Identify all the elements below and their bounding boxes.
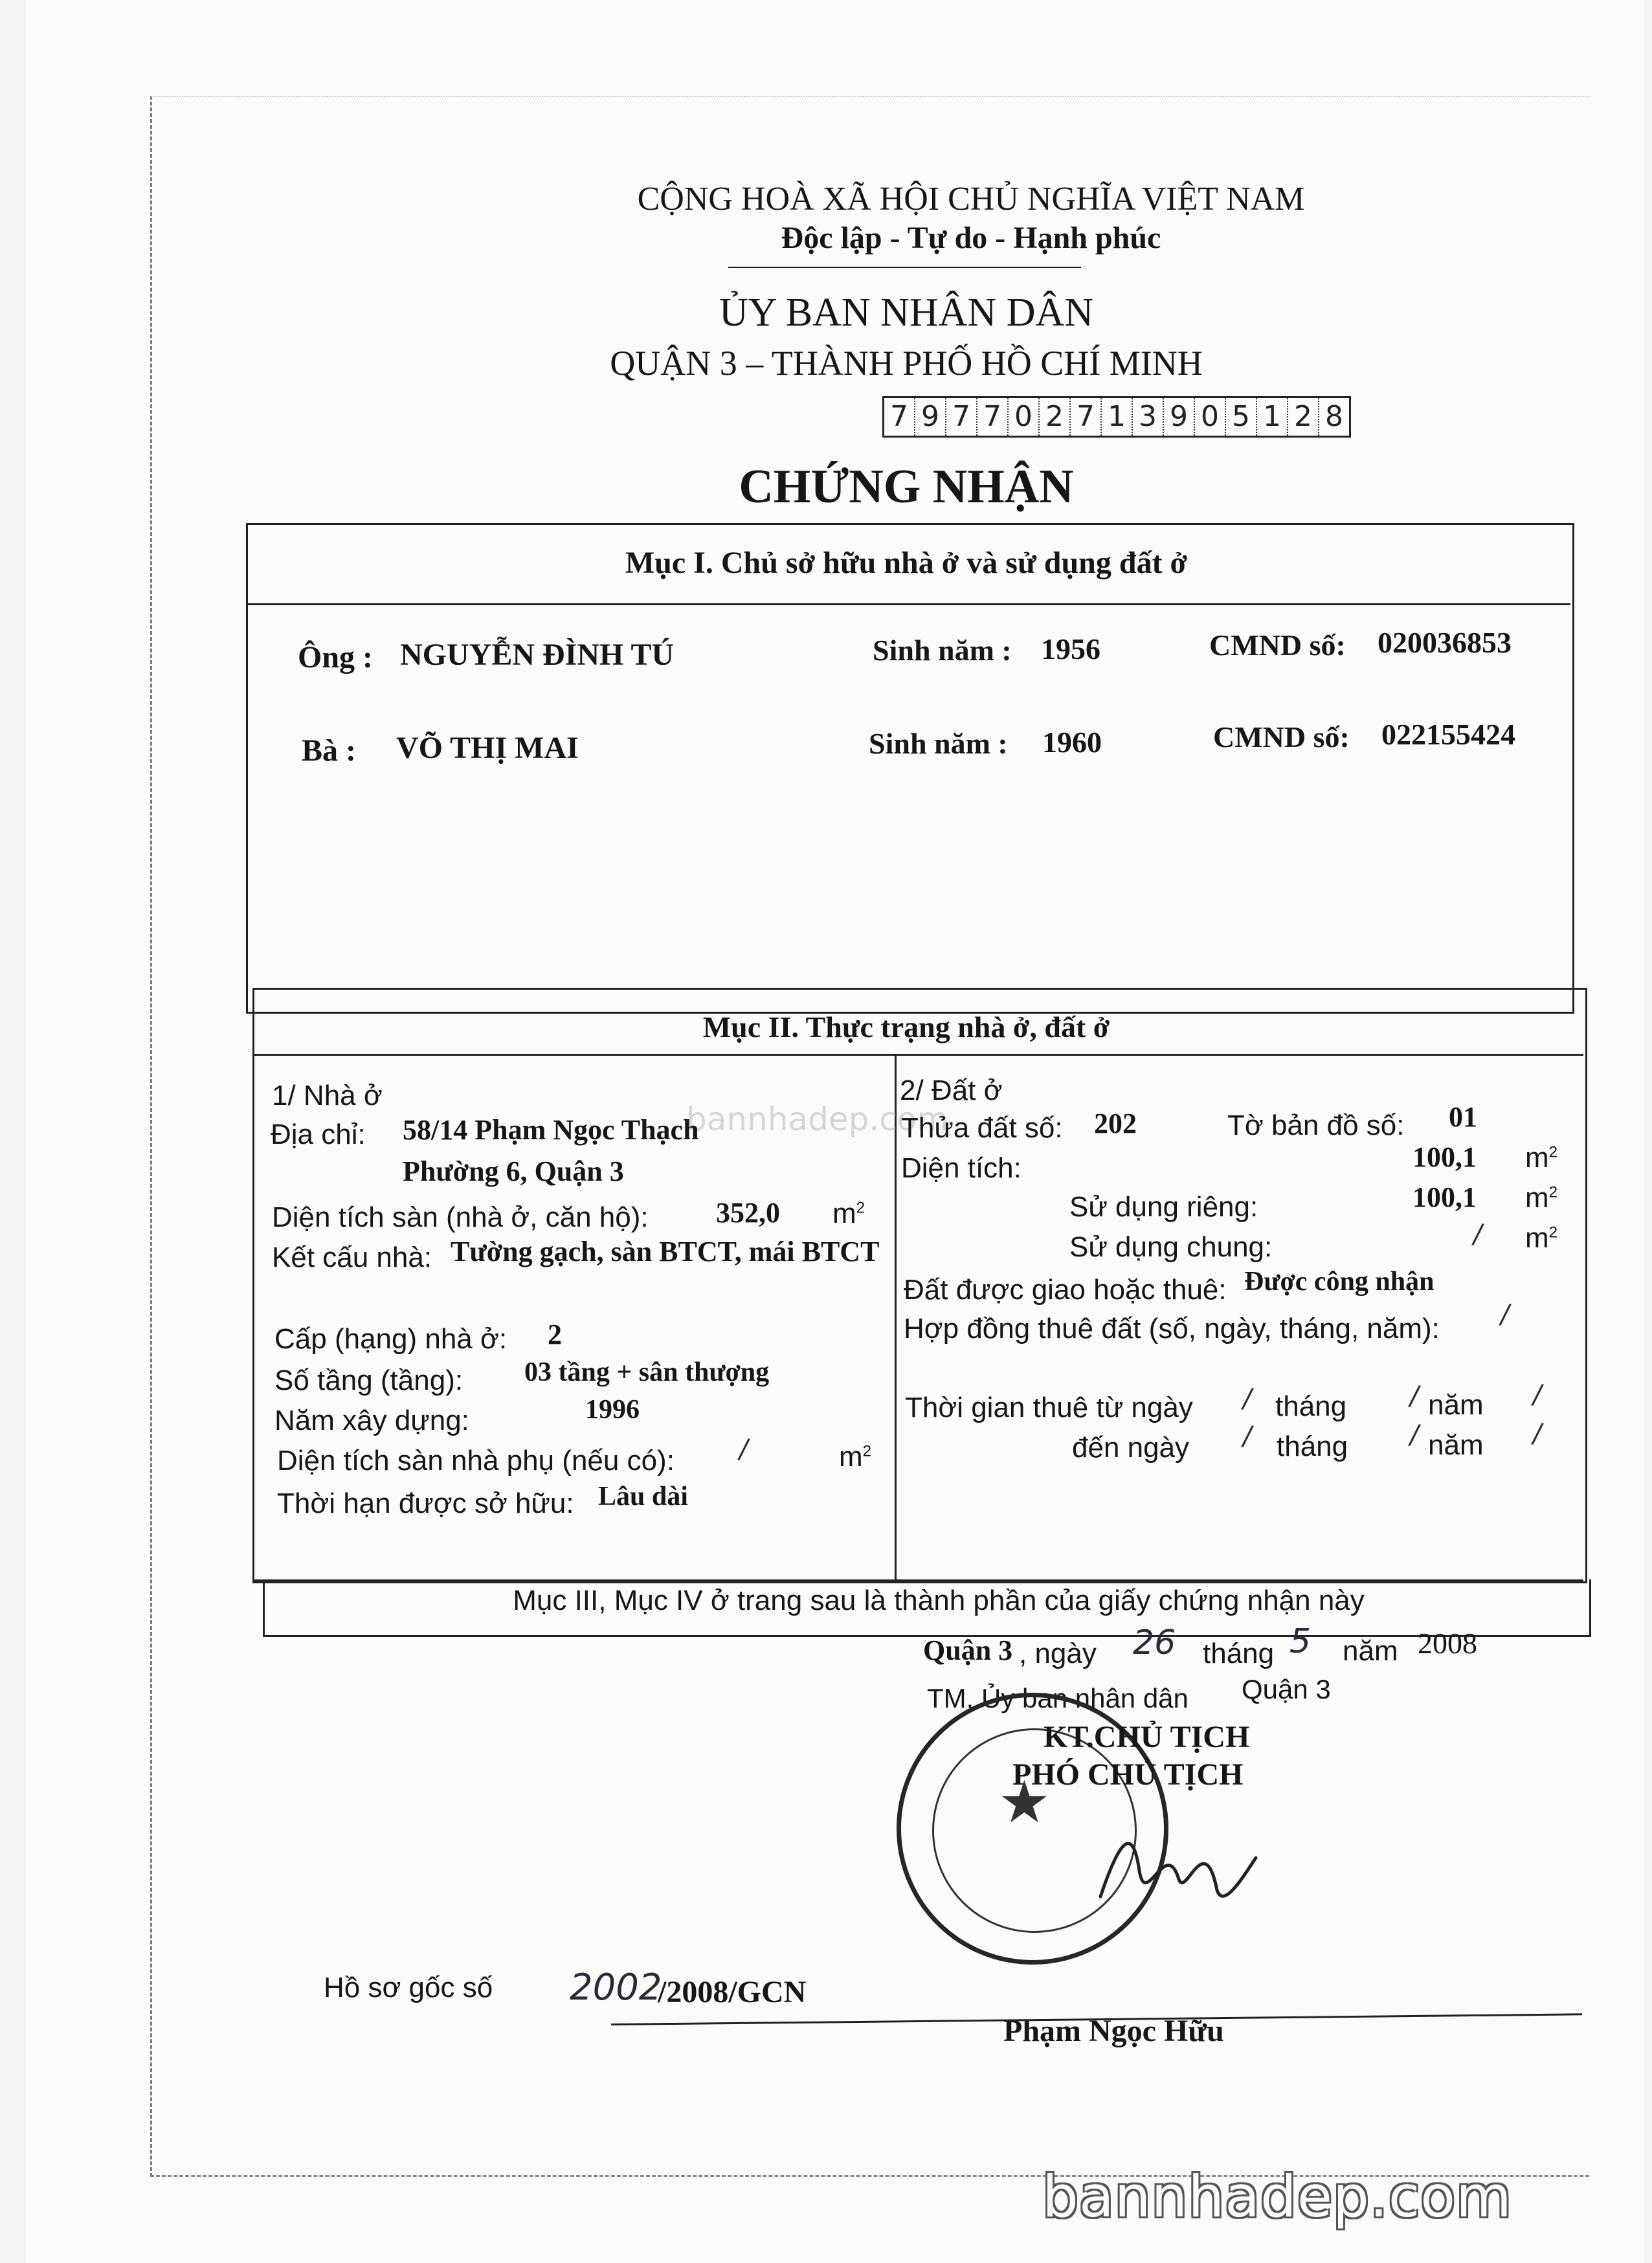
signature	[1094, 1800, 1262, 1929]
land-title: 2/ Đất ở	[900, 1075, 1003, 1106]
serial-number	[882, 396, 1351, 438]
serial-digit: 1	[1257, 398, 1288, 436]
lease-from-month-label: tháng	[1275, 1390, 1347, 1422]
grade-value: 2	[548, 1319, 562, 1350]
aux-area-unit: $m^2$	[839, 1441, 872, 1473]
house-address-label: Địa chỉ:	[271, 1119, 366, 1150]
floor-area-value: 352,0	[716, 1197, 780, 1229]
serial-digit: 8	[1325, 400, 1343, 433]
owner1-birth-year: 1956	[1041, 632, 1100, 665]
owner1-id-label: CMND số:	[1209, 629, 1346, 662]
land-area-unit: $m^2$	[1525, 1142, 1558, 1174]
signer-name: Phạm Ngọc Hữu	[1003, 2014, 1224, 2048]
serial-digit: 2	[1040, 398, 1071, 436]
lease-to-month: /	[1410, 1420, 1419, 1450]
aux-area-label: Diện tích sàn nhà phụ (nếu có):	[277, 1445, 675, 1477]
owner1-name: NGUYỄN ĐÌNH TÚ	[400, 638, 675, 672]
watermark-faint: bannhadep.com	[686, 1100, 949, 1138]
build-year-label: Năm xây dựng:	[274, 1405, 469, 1436]
signer-role-1: KT.CHỦ TỊCH	[1044, 1720, 1250, 1754]
on-behalf-district: Quận 3	[1242, 1674, 1331, 1704]
lease-from-label: Thời gian thuê từ ngày	[905, 1392, 1193, 1423]
owner2-name: VÕ THỊ MAI	[396, 731, 579, 765]
serial-digit: 0	[1009, 398, 1040, 436]
house-address-line1: 58/14 Phạm Ngọc Thạch	[403, 1114, 699, 1146]
plot-value: 202	[1094, 1108, 1137, 1139]
on-behalf-label: TM. Ủy ban nhân dân	[927, 1683, 1189, 1713]
shared-use-value: /	[1473, 1220, 1482, 1249]
serial-digit: 7	[977, 398, 1009, 436]
ownership-term-label: Thời hạn được sở hữu:	[277, 1488, 574, 1519]
watermark: bannhadep.com	[1042, 2163, 1512, 2230]
plot-label: Thửa đất số:	[901, 1112, 1063, 1144]
signer-role-2: PHÓ CHỦ TỊCH	[1012, 1757, 1244, 1792]
section1-heading: Mục I. Chủ sở hữu nhà ở và sử dụng đất ở	[625, 546, 1188, 580]
serial-digit: 2	[1288, 398, 1319, 436]
ownership-term-value: Lâu dài	[598, 1482, 688, 1511]
section1-box	[246, 523, 1574, 1014]
lease-from-year: /	[1533, 1380, 1542, 1410]
signing-month: 5	[1289, 1622, 1312, 1661]
signing-place: Quận 3	[923, 1634, 1013, 1666]
section2-heading: Mục II. Thực trạng nhà ở, đất ở	[702, 1010, 1110, 1043]
house-address-line2: Phường 6, Quận 3	[403, 1155, 624, 1187]
serial-digit: 5	[1226, 398, 1257, 436]
private-use-value: 100,1	[1412, 1181, 1477, 1213]
lease-to-year: /	[1533, 1419, 1542, 1449]
private-use-unit: $m^2$	[1525, 1182, 1558, 1214]
signing-day-label: , ngày	[1019, 1638, 1097, 1669]
owner1-id-number: 020036853	[1378, 626, 1512, 659]
grade-label: Cấp (hạng) nhà ở:	[274, 1323, 508, 1355]
signing-year: 2008	[1418, 1627, 1477, 1660]
lease-to-label: đến ngày	[1072, 1432, 1190, 1464]
serial-digit: 3	[1133, 398, 1164, 436]
floors-value: 03 tầng + sân thượng	[524, 1357, 770, 1387]
serial-digit: 1	[1102, 398, 1133, 436]
serial-digit: 9	[1164, 398, 1195, 436]
signing-month-label: tháng	[1203, 1638, 1275, 1669]
owner2-id-number: 022155424	[1381, 718, 1515, 751]
lease-from-day: /	[1243, 1384, 1252, 1414]
map-sheet-label: Tờ bản đồ số:	[1227, 1109, 1405, 1141]
serial-digit: 7	[946, 398, 977, 436]
serial-digit: 9	[915, 398, 946, 436]
land-origin-value: Được công nhận	[1244, 1267, 1434, 1297]
certificate-title: CHỨNG NHẬN	[739, 460, 1074, 513]
star-icon: ★	[998, 1771, 1051, 1835]
section1-divider	[246, 603, 1570, 605]
lease-contract-value: /	[1501, 1300, 1510, 1330]
map-sheet-value: 01	[1449, 1101, 1477, 1133]
lease-from-month: /	[1410, 1381, 1419, 1411]
floor-area-label: Diện tích sàn (nhà ở, căn hộ):	[272, 1201, 649, 1233]
record-number-handwritten: 2002	[570, 1967, 662, 2009]
shared-use-label: Sử dụng chung:	[1069, 1231, 1273, 1263]
footer-note: Mục III, Mục IV ở trang sau là thành phần của giấy chứng nhận này	[513, 1585, 1365, 1616]
floor-area-unit: $m^2$	[832, 1198, 865, 1229]
structure-label: Kết cấu nhà:	[272, 1242, 432, 1273]
serial-digit: 0	[1195, 398, 1226, 436]
land-area-value: 100,1	[1412, 1141, 1477, 1173]
floors-label: Số tầng (tầng):	[274, 1365, 463, 1396]
aux-area-value: /	[739, 1434, 748, 1464]
land-area-label: Diện tích:	[901, 1152, 1021, 1184]
lease-to-month-label: tháng	[1277, 1431, 1348, 1462]
lease-to-year-label: năm	[1428, 1429, 1484, 1461]
serial-digit: 7	[1071, 398, 1102, 436]
motto-underline	[728, 267, 1081, 268]
lease-to-day: /	[1243, 1421, 1252, 1451]
nation-name: CỘNG HOÀ XÃ HỘI CHỦ NGHĨA VIỆT NAM	[637, 181, 1305, 217]
house-title: 1/ Nhà ở	[272, 1080, 383, 1111]
private-use-label: Sử dụng riêng:	[1069, 1191, 1258, 1223]
owner2-id-label: CMND số:	[1213, 720, 1350, 753]
owner2-birth-label: Sinh năm :	[869, 727, 1008, 760]
section2-divider	[252, 1054, 1583, 1056]
serial-digit: 7	[884, 398, 915, 436]
build-year-value: 1996	[585, 1395, 640, 1425]
signing-year-label: năm	[1343, 1635, 1398, 1667]
owner2-salutation: Bà :	[302, 733, 356, 768]
land-origin-label: Đất được giao hoặc thuê:	[904, 1274, 1227, 1306]
motto: Độc lập - Tự do - Hạnh phúc	[781, 221, 1161, 255]
record-number-suffix: /2008/GCN	[658, 1975, 807, 2009]
lease-contract-label: Hợp đồng thuê đất (số, ngày, tháng, năm):	[904, 1313, 1440, 1344]
record-label: Hồ sơ gốc số	[324, 1972, 493, 2003]
lease-from-year-label: năm	[1428, 1389, 1484, 1421]
structure-value: Tường gạch, sàn BTCT, mái BTCT	[451, 1236, 880, 1267]
district-name: QUẬN 3 – THÀNH PHỐ HỒ CHÍ MINH	[610, 344, 1203, 383]
owner1-birth-label: Sinh năm :	[873, 634, 1012, 667]
owner2-birth-year: 1960	[1042, 726, 1102, 759]
owner1-salutation: Ông :	[298, 640, 374, 674]
authority-name: ỦY BAN NHÂN DÂN	[719, 291, 1094, 335]
shared-use-unit: $m^2$	[1525, 1222, 1558, 1254]
signing-day: 26	[1133, 1623, 1176, 1662]
